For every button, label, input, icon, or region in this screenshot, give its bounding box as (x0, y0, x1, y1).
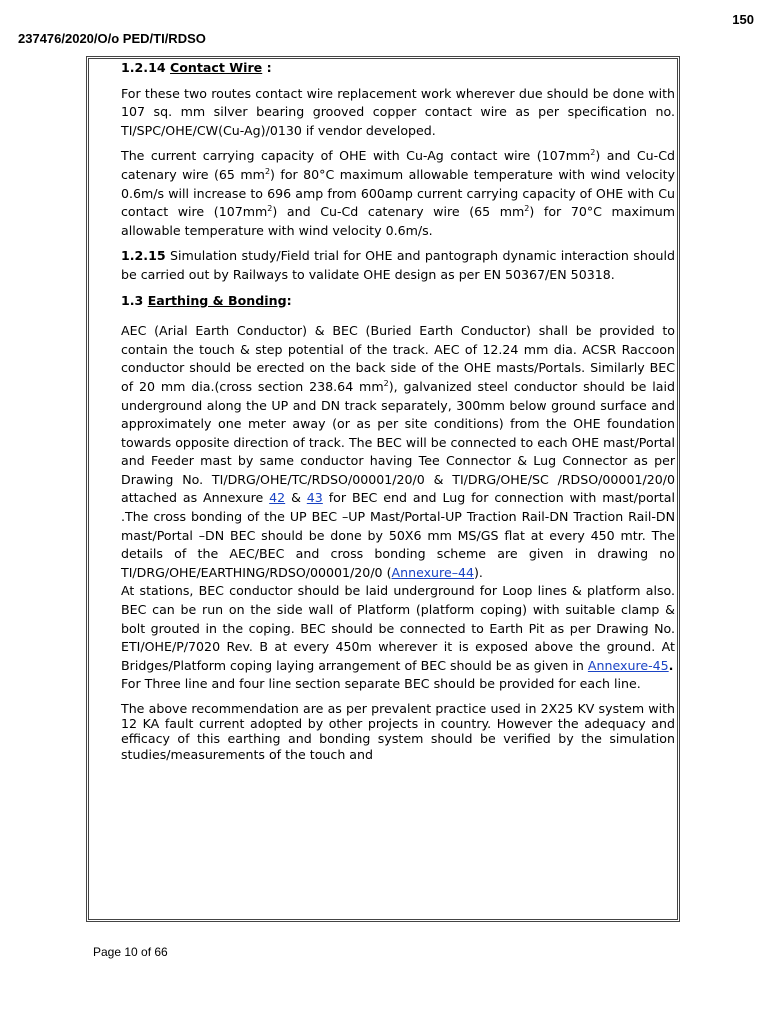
contact-wire-paragraph-1: For these two routes contact wire replacement work wherever due should be done with 107 sq. mm silver bearing grooved copper contact wire as per specification no. TI/SPC/OHE/CW(Cu-Ag)/0130 if vendor developed. (121, 85, 675, 138)
section-1-3-heading: 1.3 Earthing & Bonding: (121, 292, 292, 308)
contact-wire-paragraph-2: The current carrying capacity of OHE with Cu-Ag contact wire $(107mm^2)$ and Cu-Cd catenary wire (65 $mm^2$) for 80°C maximum allowable temperature with wind velocity 0.6m/s will increase to 696 amp from 600amp current carrying capacity of OHE with Cu contact wire $(107mm^2)$ and Cu-Cd catenary wire (65 $mm^2$) for 70°C maximum allowable temperature with wind velocity 0.6m/s. (121, 148, 676, 238)
document-body (121, 59, 675, 762)
file-reference: 237476/2020/O/o PED/TI/RDSO (18, 31, 206, 46)
section-1-2-14-heading: 1.2.14 Contact Wire : (121, 60, 272, 75)
page-footer: Page 10 of 66 (93, 945, 168, 959)
annexure-45-link[interactable]: Annexure-45 (587, 657, 669, 673)
section-1-2-15-paragraph: 1.2.15 Simulation study/Field trial for OHE and pantograph dynamic interaction should be carried out by Railways to validate OHE design as per EN 50367/EN 50318. (121, 248, 675, 282)
page-number: 150 (732, 12, 754, 27)
earthing-paragraph-1: AEC (Arial Earth Conductor) & BEC (Buried Earth Conductor) shall be provided to contain the touch & step potential of the track. AEC of 12.24 mm dia. ACSR Raccoon conductor should be erected on the back side of the OHE masts/Portals. Similarly BEC of 20 mm dia.(cross section 238.64 $mm^2$), galvanized steel conductor should be laid underground along the UP and DN track separately, 300mm below ground surface and approximately one meter away (or as per site conditions) from the OHE foundation towards opposite direction of track. The BEC will be connected to each OHE mast/Portal and Feeder mast by same conductor having Tee Connector & Lug Connector as per Drawing No. TI/DRG/OHE/TC/RDSO/00001/20/0 & TI/DRG/OHE/SC /RDSO/00001/20/0 attached as Annexure 42 & 43 for BEC end and Lug for connection with mast/portal .The cross bonding of the UP BEC –UP Mast/Portal-UP Traction Rail-DN Traction Rail-DN mast/Portal –DN BEC should be done by 50X6 mm MS/GS flat at every 450 mtr. The details of the AEC/BEC and cross bonding scheme are given in drawing no TI/DRG/OHE/EARTHING/RDSO/00001/20/0 (Annexure–44). (121, 323, 676, 580)
earthing-paragraph-2: At stations, BEC conductor should be laid underground for Loop lines & platform also. BEC can be run on the side wall of Platform (platform coping) with suitable clamp & bolt grouted in the coping. BEC should be connected to Earth Pit as per Drawing No. ETI/OHE/P/7020 Rev. B at every 450m wherever it is exposed above the ground. At Bridges/Platform coping laying arrangement of BEC should be as given in Annexure-45. (121, 583, 675, 673)
annexure-44-link[interactable]: Annexure–44 (391, 564, 475, 580)
earthing-paragraph-3: For Three line and four line section separate BEC should be provided for each line. (121, 676, 641, 692)
annexure-43-link[interactable]: 43 (306, 490, 323, 506)
earthing-paragraph-4: The above recommendation are as per prevalent practice used in 2X25 KV system with 12 KA fault current adopted by other projects in country. However the adequacy and efficacy of this earthing and bonding system should be verified by the simulation studies/measurements of the touch and (121, 701, 675, 762)
annexure-42-link[interactable]: 42 (269, 490, 286, 506)
